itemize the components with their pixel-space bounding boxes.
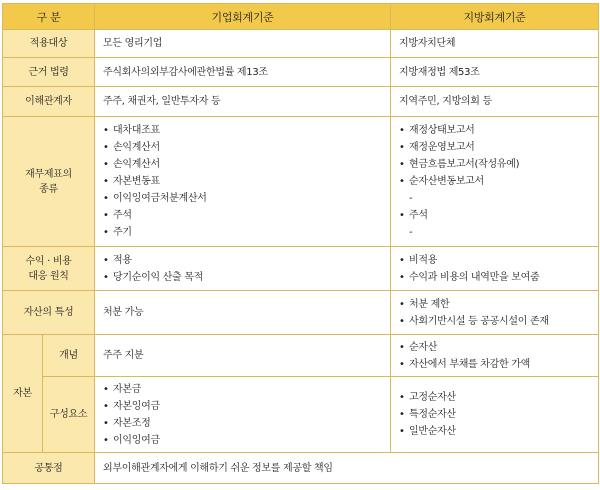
corporate-cell: 주주, 채권자, 일반투자자 등 [95, 87, 391, 117]
row-label: 적용대상 [3, 30, 95, 58]
row-assets [3, 291, 599, 335]
list-item: • 주석 [399, 207, 590, 224]
local-cell [391, 377, 599, 453]
list-item: • 재정운영보고서 [399, 139, 590, 156]
row-statements [3, 117, 599, 247]
header-category: 구 분 [3, 4, 95, 30]
row-matching [3, 247, 599, 291]
list-item: • 현금흐름보고서(작성유예) [399, 156, 590, 173]
corporate-cell: 주주 지분 [95, 335, 391, 377]
corporate-cell: 모든 영리기업 [95, 30, 391, 58]
list-item-dash: - [409, 227, 413, 238]
list-item: • 손익계산서 [103, 156, 382, 173]
list-item: • 손익계산서 [103, 139, 382, 156]
list-item: • 처분 제한 [399, 296, 590, 313]
list-item: • 재정상태보고서 [399, 122, 590, 139]
corporate-statement-list [103, 122, 382, 241]
list-item: • 사회기반시설 등 공공시설이 존재 [399, 313, 590, 330]
local-cell: 지방자치단체 [391, 30, 599, 58]
list-item: • 주석 [103, 207, 382, 224]
row-label [3, 247, 95, 291]
corporate-cell: 주식회사의외부감사에관한법률 제13조 [95, 58, 391, 87]
list-item: • 순자산변동보고서 [399, 173, 590, 190]
row-label: 공통점 [3, 453, 95, 484]
list-item: • 비적용 [399, 252, 590, 269]
row-stakeholders [3, 87, 599, 117]
local-assets-list [399, 296, 590, 330]
list-item: • 당기순이익 산출 목적 [103, 269, 382, 286]
list-item: • 고정순자산 [399, 389, 590, 406]
local-cell: 지방재정법 제53조 [391, 58, 599, 87]
row-label-line: 종류 [39, 183, 58, 195]
row-label-line: 수익 · 비용 [25, 255, 72, 267]
corporate-cell [95, 247, 391, 291]
local-concept-list [399, 339, 590, 373]
list-item: • 수익과 비용의 내역만을 보여줌 [399, 269, 590, 286]
local-cell [391, 335, 599, 377]
row-capital-components [3, 377, 599, 453]
row-label [3, 117, 95, 247]
local-cell [391, 291, 599, 335]
list-item: • 일반순자산 [399, 423, 590, 440]
list-item: • 이익잉여금 [103, 432, 382, 449]
local-cell: 지역주민, 지방의회 등 [391, 87, 599, 117]
row-capital-concept [3, 335, 599, 377]
list-item: • 이익잉여금처분계산서 [103, 190, 382, 207]
local-cell [391, 247, 599, 291]
corporate-components-list [103, 381, 382, 449]
local-cell [391, 117, 599, 247]
list-item: • 자본변동표 [103, 173, 382, 190]
list-item: • 자본조정 [103, 415, 382, 432]
sub-row-label: 개념 [43, 335, 95, 377]
row-basis [3, 58, 599, 87]
list-item-dash: - [409, 193, 413, 204]
row-common [3, 453, 599, 484]
header-row [3, 4, 599, 30]
list-item: • 자본금 [103, 381, 382, 398]
list-item: • 특정순자산 [399, 406, 590, 423]
row-label: 자산의 특성 [3, 291, 95, 335]
corporate-cell: 처분 가능 [95, 291, 391, 335]
list-item: • 자산에서 부채를 차감한 가액 [399, 356, 590, 373]
row-label: 이해관계자 [3, 87, 95, 117]
corporate-matching-list [103, 252, 382, 286]
corporate-cell [95, 377, 391, 453]
sub-row-label: 구성요소 [43, 377, 95, 453]
local-components-list [399, 389, 590, 440]
row-label-line: 재무제표의 [25, 168, 72, 180]
row-label-line: 대응 원칙 [28, 270, 69, 282]
corporate-cell [95, 117, 391, 247]
list-item: • 적용 [103, 252, 382, 269]
accounting-comparison-table [2, 3, 599, 484]
common-cell: 외부이해관계자에게 이해하기 쉬운 정보를 제공할 책임 [95, 453, 599, 484]
list-item: • 대차대조표 [103, 122, 382, 139]
row-label: 근거 법령 [3, 58, 95, 87]
local-matching-list [399, 252, 590, 286]
header-corporate: 기업회계기준 [95, 4, 391, 30]
row-target [3, 30, 599, 58]
capital-label: 자본 [3, 335, 43, 453]
list-item: • 순자산 [399, 339, 590, 356]
local-statement-list [399, 122, 590, 241]
header-local: 지방회계기준 [391, 4, 599, 30]
list-item: • 주기 [103, 224, 382, 241]
list-item: • 자본잉여금 [103, 398, 382, 415]
